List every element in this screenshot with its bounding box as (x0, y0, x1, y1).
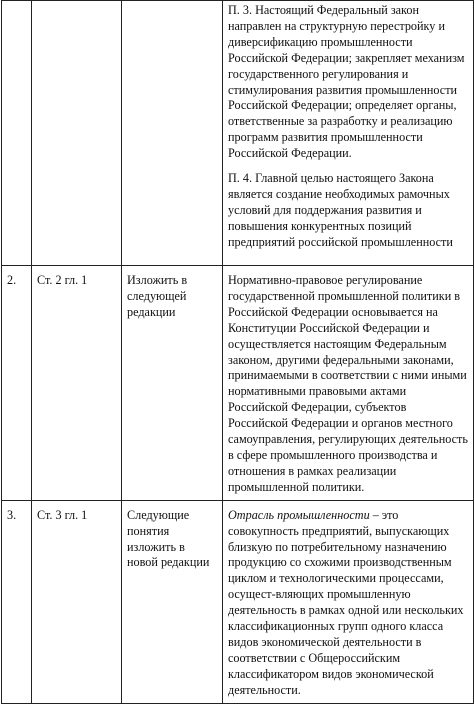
action-text: Изложить в следующей редакции (127, 273, 188, 319)
article-cell (32, 266, 122, 501)
defined-term: Отрасль промышленности (228, 507, 370, 522)
row-number: 2. (7, 273, 17, 287)
row-number-cell (2, 266, 32, 501)
article-cell (32, 1, 122, 266)
paragraph-p4: П. 4. Главной целью настоящего Закона является создание необходимых рамочных условий для поддержания развития и повышения конкурентных позиций предприятий российской промышленности (228, 171, 453, 249)
article-ref: Ст. 3 гл. 1 (37, 507, 88, 522)
text-cell (223, 1, 474, 266)
text-cell (223, 266, 474, 501)
action-cell (122, 500, 223, 703)
action-text: Следующие понятия изложить в новой редакции (127, 507, 210, 570)
paragraph-regulation: Нормативно-правовое регулирование государственной промышленной политики в Российской Федерации основывается на Конституции Российской Федерации и осуществляется настоящим Федеральным законом, другими федеральными законами, принимаемыми в соответствии с ними иными нормативными правовыми актами Российской Федерации, субъектов Российской Федерации и органов местного самоуправления, регулирующих деятельность в сфере промышленного производства и отношения в рамках реализации промышленной политики. (228, 273, 468, 494)
table-row (2, 1, 474, 266)
table-row (2, 266, 474, 501)
row-number-cell (2, 1, 32, 266)
row-number: 3. (7, 507, 17, 522)
article-cell (32, 500, 122, 703)
action-cell (122, 1, 223, 266)
amendments-table (1, 0, 474, 704)
table-row (2, 500, 474, 703)
paragraph-p3: П. 3. Настоящий Федеральный закон направлен на структурную перестройку и диверсификацию промышленности Российской Федерации; закрепляет механизм государственного регулирования и стимулирования развития промышленности Российской Федерации; определяет органы, ответственные за разработку и реализацию программ развития промышленности Российской Федерации. (228, 3, 465, 161)
paragraph-definition (228, 508, 469, 699)
text-cell (223, 500, 474, 703)
definition-text: – это совокупность предприятий, выпускающих близкую по потребительному назначению продукцию со схожими производственным циклом и технологическими процессами, осущест-вляющих промышленную деятельность в рамках одной или нескольких классификационных групп одного класса видов экономической деятельности в соответствии с Общероссийским классификатором видов экономической деятельности. (228, 507, 464, 697)
action-cell (122, 266, 223, 501)
row-number-cell (2, 500, 32, 703)
article-ref: Ст. 2 гл. 1 (37, 273, 88, 287)
